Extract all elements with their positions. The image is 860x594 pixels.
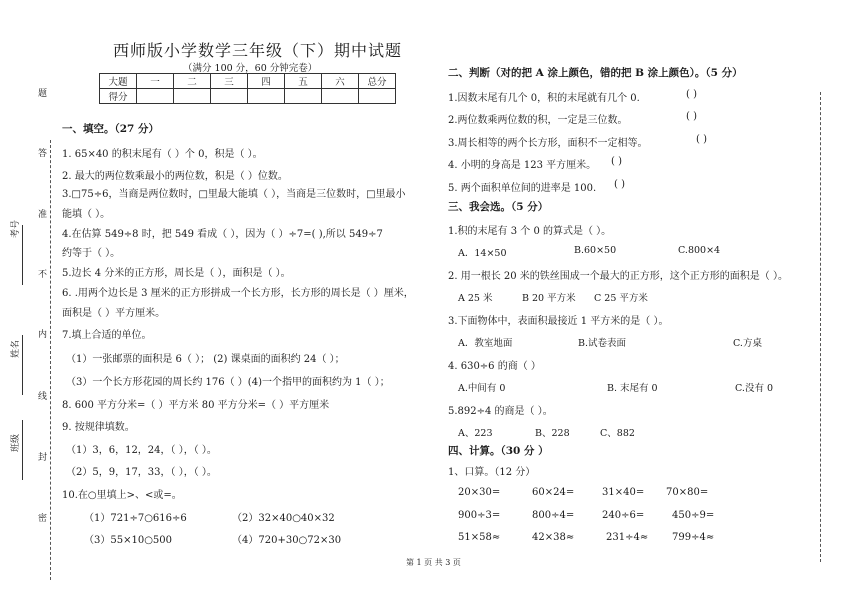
binding-dashed-line-right bbox=[820, 92, 821, 562]
question-line: 3.周长相等的两个长方形，面积不一定相等。 bbox=[448, 138, 648, 149]
score-cell[interactable] bbox=[248, 89, 285, 104]
section-title-true-false: 二、判断（对的把 A 涂上颜色，错的把 B 涂上颜色）。（5 分） bbox=[448, 67, 743, 79]
question-line: （2）5，9，17，33，（ ），（ ）。 bbox=[66, 467, 217, 478]
option[interactable]: C.800×4 bbox=[678, 245, 721, 256]
answer-paren[interactable]: ( ) bbox=[686, 111, 697, 122]
question-line: 4. 小明的身高是 123 平方厘米。 bbox=[448, 160, 597, 171]
question-line: （4）720+30○72×30 bbox=[232, 535, 342, 546]
score-cell[interactable] bbox=[285, 89, 322, 104]
field-label-exam-number: 考号 bbox=[11, 219, 21, 238]
question-line: 4.在估算 549÷8 时，把 549 看成（ ），因为（ ）÷7=( ),所以 549÷7 bbox=[62, 229, 383, 240]
option[interactable]: B 20 平方米 bbox=[522, 293, 576, 304]
calc-item: 450÷9= bbox=[672, 510, 715, 521]
question-line: 5. 两个面积单位间的进率是 100. bbox=[448, 183, 597, 194]
score-table-header-row bbox=[100, 74, 396, 89]
question-line: 6. .用两个边长是 3 厘米的正方形拼成一个长方形，长方形的周长是（ ）厘米， bbox=[62, 288, 414, 299]
option[interactable]: B、228 bbox=[535, 428, 570, 439]
score-table bbox=[99, 73, 396, 104]
option[interactable]: C 25 平方米 bbox=[594, 293, 648, 304]
score-table-header-cell: 大题 bbox=[100, 74, 137, 89]
question-line: 2.两位数乘两位数的积，一定是三位数。 bbox=[448, 115, 628, 126]
question-line: 3.□75÷6，当商是两位数时，□里最大能填（ ），当商是三位数时，□里最小 bbox=[62, 189, 406, 200]
question-line: 约等于（ ）。 bbox=[62, 248, 121, 259]
page-title: 西师版小学数学三年级（下）期中试题 bbox=[113, 41, 403, 60]
option[interactable]: A．教室地面 bbox=[458, 338, 513, 349]
question-line: 7.填上合适的单位。 bbox=[62, 330, 152, 341]
binding-dashed-line-left bbox=[50, 140, 51, 580]
calc-item: 42×38≈ bbox=[532, 532, 575, 543]
question-line: （2）32×40○40×32 bbox=[232, 513, 335, 524]
question-line: 1.因数末尾有几个 0，积的末尾就有几个 0. bbox=[448, 93, 640, 104]
calc-item: 70×80= bbox=[666, 487, 709, 498]
question-line: （1）721÷7○616÷6 bbox=[84, 513, 187, 524]
question-line: （3）55×10○500 bbox=[84, 535, 173, 546]
option[interactable]: B. 末尾有 0 bbox=[607, 383, 658, 394]
option[interactable]: A．14×50 bbox=[458, 248, 507, 259]
question-line: 10.在○里填上>、<或=。 bbox=[62, 490, 182, 501]
binding-char: 准 bbox=[38, 210, 48, 220]
calc-item: 60×24= bbox=[532, 487, 575, 498]
option[interactable]: B.60×50 bbox=[574, 245, 617, 256]
calc-item: 51×58≈ bbox=[458, 532, 501, 543]
answer-paren[interactable]: ( ) bbox=[686, 89, 697, 100]
calc-item: 231÷4≈ bbox=[606, 532, 649, 543]
question-line: 5.892÷4 的商是（ ）。 bbox=[448, 406, 553, 417]
binding-char: 内 bbox=[38, 330, 48, 340]
question-line: 2. 最大的两位数乘最小的两位数，积是（ ）位数。 bbox=[62, 171, 288, 182]
section-title-calculation: 四、计算。（30 分 ） bbox=[448, 445, 549, 457]
question-line: 3.下面物体中，表面积最接近 1 平方米的是（ ）。 bbox=[448, 316, 669, 327]
question-line: 1、口算。（12 分） bbox=[448, 467, 536, 478]
option[interactable]: C、882 bbox=[600, 428, 635, 439]
field-label-class: 班级 bbox=[11, 433, 21, 452]
score-table-header-cell: 三 bbox=[211, 74, 248, 89]
option[interactable]: B.试卷表面 bbox=[578, 338, 627, 349]
score-table-header-cell: 五 bbox=[285, 74, 322, 89]
score-table-header-cell: 二 bbox=[174, 74, 211, 89]
question-line: 5.边长 4 分米的正方形，周长是（ ），面积是（ ）。 bbox=[62, 268, 291, 279]
question-line: 面积是（ ）平方厘米。 bbox=[62, 308, 166, 319]
question-line: 1.积的末尾有 3 个 0 的算式是（ ）。 bbox=[448, 226, 612, 237]
field-line-exam-number bbox=[22, 225, 24, 285]
section-title-choice: 三、我会选。（5 分） bbox=[448, 201, 549, 213]
question-line: （3）一个长方形花园的周长约 176（ ）(4)一个指甲的面积约为 1（ ）； bbox=[66, 377, 390, 388]
calc-item: 900÷3= bbox=[458, 510, 501, 521]
score-cell[interactable] bbox=[359, 89, 396, 104]
option[interactable]: A.中间有 0 bbox=[458, 383, 506, 394]
question-line: （1）一张邮票的面积是 6（ ）； (2) 课桌面的面积约 24（ ）； bbox=[66, 354, 345, 365]
binding-char: 封 bbox=[38, 453, 48, 463]
score-table-score-row bbox=[100, 89, 396, 104]
score-cell[interactable] bbox=[211, 89, 248, 104]
calc-item: 20×30= bbox=[458, 487, 501, 498]
score-table-header-cell: 四 bbox=[248, 74, 285, 89]
field-line-class bbox=[22, 420, 24, 480]
binding-char: 答 bbox=[38, 149, 48, 159]
question-line: 能填（ ）。 bbox=[62, 209, 111, 220]
section-title-fill-blanks: 一、填空。（27 分） bbox=[62, 123, 160, 135]
score-table-header-cell: 一 bbox=[137, 74, 174, 89]
score-table-header-cell: 总分 bbox=[359, 74, 396, 89]
calc-item: 240÷6= bbox=[602, 510, 645, 521]
score-cell[interactable] bbox=[174, 89, 211, 104]
question-line: 4. 630÷6 的商（ ） bbox=[448, 361, 541, 372]
option[interactable]: A 25 米 bbox=[458, 293, 493, 304]
question-line: 2. 用一根长 20 米的铁丝围成一个最大的正方形，这个正方形的面积是（ ）。 bbox=[448, 271, 788, 282]
answer-paren[interactable]: ( ) bbox=[614, 179, 625, 190]
option[interactable]: C.方桌 bbox=[733, 338, 762, 349]
answer-paren[interactable]: ( ) bbox=[696, 134, 707, 145]
answer-paren[interactable]: ( ) bbox=[611, 156, 622, 167]
binding-char: 不 bbox=[38, 270, 48, 280]
calc-item: 800÷4= bbox=[532, 510, 575, 521]
calc-item: 31×40= bbox=[602, 487, 645, 498]
question-line: 1. 65×40 的积末尾有（ ）个 0，积是（ ）。 bbox=[62, 149, 263, 160]
page-subtitle: （满分 100 分，60 分钟完卷） bbox=[183, 63, 318, 74]
score-table-header-cell: 六 bbox=[322, 74, 359, 89]
binding-char: 线 bbox=[38, 392, 48, 402]
field-line-name bbox=[22, 335, 24, 395]
question-line: （1）3，6，12，24，（ ），（ ）。 bbox=[66, 445, 217, 456]
score-cell[interactable] bbox=[322, 89, 359, 104]
score-cell[interactable] bbox=[137, 89, 174, 104]
question-line: 8. 600 平方分米=（ ）平方米 80 平方分米=（ ）平方厘米 bbox=[62, 400, 330, 411]
field-label-name: 姓名 bbox=[11, 339, 21, 358]
score-table-row-label: 得分 bbox=[100, 89, 137, 104]
option[interactable]: A、223 bbox=[458, 428, 493, 439]
option[interactable]: C.没有 0 bbox=[735, 383, 774, 394]
page-number-footer: 第 1 页 共 3 页 bbox=[406, 558, 461, 567]
binding-char: 题 bbox=[38, 89, 48, 99]
calc-item: 799÷4≈ bbox=[672, 532, 715, 543]
binding-char: 密 bbox=[38, 514, 48, 524]
question-line: 9. 按规律填数。 bbox=[62, 422, 135, 433]
